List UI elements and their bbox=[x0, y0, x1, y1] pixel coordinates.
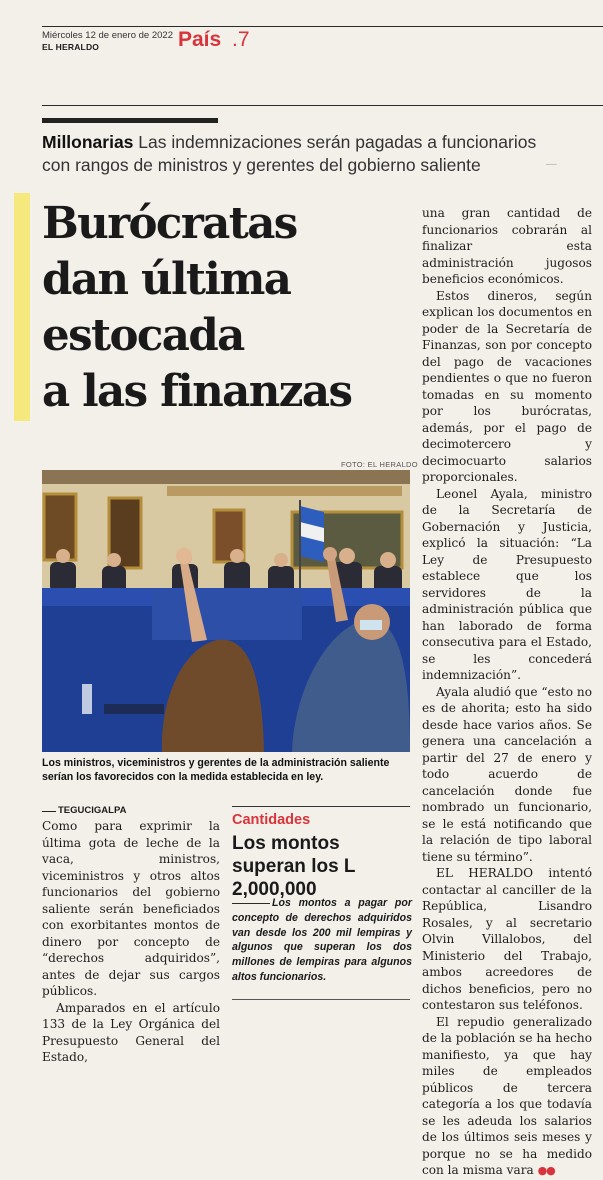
page-number: .7 bbox=[232, 28, 250, 51]
photo-caption: Los ministros, viceministros y gerentes de la administración saliente serían los favorecidos con la medida establecida en ley. bbox=[42, 757, 390, 783]
sidebar-kicker: Cantidades bbox=[232, 812, 311, 828]
highlighter-mark bbox=[14, 193, 30, 421]
sidebar-body bbox=[232, 896, 412, 985]
issue-date: Miércoles 12 de enero de 2022 bbox=[42, 30, 173, 41]
body-paragraph: una gran cantidad de funcionarios cobrarán al finalizar esta administración jugosos beneficios económicos. bbox=[422, 206, 592, 286]
photo-credit: FOTO: EL HERALDO bbox=[341, 460, 418, 469]
headline bbox=[42, 196, 412, 420]
sidebar-title: Los montos superan los L 2,000,000 bbox=[232, 833, 356, 900]
sidebar-bottom-rule bbox=[232, 999, 410, 1000]
body-paragraph: Amparados en el artículo 133 de la Ley Orgánica del Presupuesto General del Estado, bbox=[42, 1000, 220, 1064]
top-rule bbox=[42, 26, 603, 27]
body-last-text: El repudio generalizado de la población se ha hecho manifiesto, ya que hay miles de empleados públicos de tercera categoría a los que todavía se les adeuda los salarios de los últimos seis meses y porque no se ha medido con la misma vara bbox=[422, 1014, 592, 1177]
dateline-bar bbox=[42, 811, 56, 812]
body-column-left bbox=[42, 818, 220, 1066]
headline-line: dan última bbox=[42, 254, 291, 305]
header-rule bbox=[42, 105, 603, 106]
dateline: TEGUCIGALPA bbox=[58, 805, 127, 816]
cabinet-meeting-photo bbox=[42, 470, 410, 752]
body-paragraph: Ayala aludió que “esto no es de ahorita; esto ha sido desde hace varios años. Se genera una cancelación a partir del 27 de enero y todo acuerdo de cancelación donde fue nombrado un funcionario, se le está notificando que la relación de tipo laboral tiene su término”. bbox=[422, 684, 592, 864]
sidebar-rule bbox=[232, 806, 410, 807]
end-mark-icon: ●● bbox=[537, 1164, 555, 1177]
headline-line: Burócratas bbox=[42, 198, 297, 249]
kicker-label: Millonarias bbox=[42, 132, 134, 152]
kicker bbox=[42, 131, 562, 177]
section-name: País bbox=[178, 28, 222, 51]
bleed-through-mark: ─ bbox=[546, 156, 557, 173]
headline-line: a las finanzas bbox=[42, 366, 352, 417]
body-paragraph: EL HERALDO intentó contactar al canciller de la República, Lisandro Rosales, y al secretario Olvin Villalobos, del Ministerio del Trabajo, ambos acreedores de dichos beneficios, pero no contestaron sus teléfonos. bbox=[422, 866, 592, 1012]
kicker-text: Las indemnizaciones serán pagadas a funcionarios con rangos de ministros y gerentes del gobierno saliente bbox=[42, 132, 537, 175]
headline-line: estocada bbox=[42, 310, 244, 361]
body-paragraph: Como para exprimir la última gota de leche de la vaca, ministros, viceministros y otros altos funcionarios del gobierno saliente serán beneficiados con exorbitantes montos de dinero por concepto de “derechos adquiridos”, antes de dejar sus cargos públicos. bbox=[42, 819, 220, 998]
body-paragraph: Leonel Ayala, ministro de la Secretaría de Gobernación y Justicia, explicó la situación: “La Ley de Presupuesto establece que los servidores de la administración pública que han laborado de forma consecutiva para el Estado, se les concederá indemnización”. bbox=[422, 486, 592, 682]
sidebar-body-text: Los montos a pagar por concepto de derechos adquiridos van desde los 200 mil lempiras y algunos que superan los dos millones de lempiras para algunos altos funcionarios. bbox=[232, 897, 412, 983]
body-column-right bbox=[422, 205, 592, 1180]
publication-name: EL HERALDO bbox=[42, 42, 100, 52]
body-paragraph: Estos dineros, según explican los documentos en poder de la Secretaría de Finanzas, son por concepto del pago de vacaciones pendientes o que no fueron tomadas en su momento por los burócratas, además, por el pago de decimotercero y decimocuarto salarios proporcionales. bbox=[422, 288, 592, 484]
kicker-bar bbox=[42, 118, 218, 123]
body-paragraph bbox=[422, 1014, 592, 1180]
